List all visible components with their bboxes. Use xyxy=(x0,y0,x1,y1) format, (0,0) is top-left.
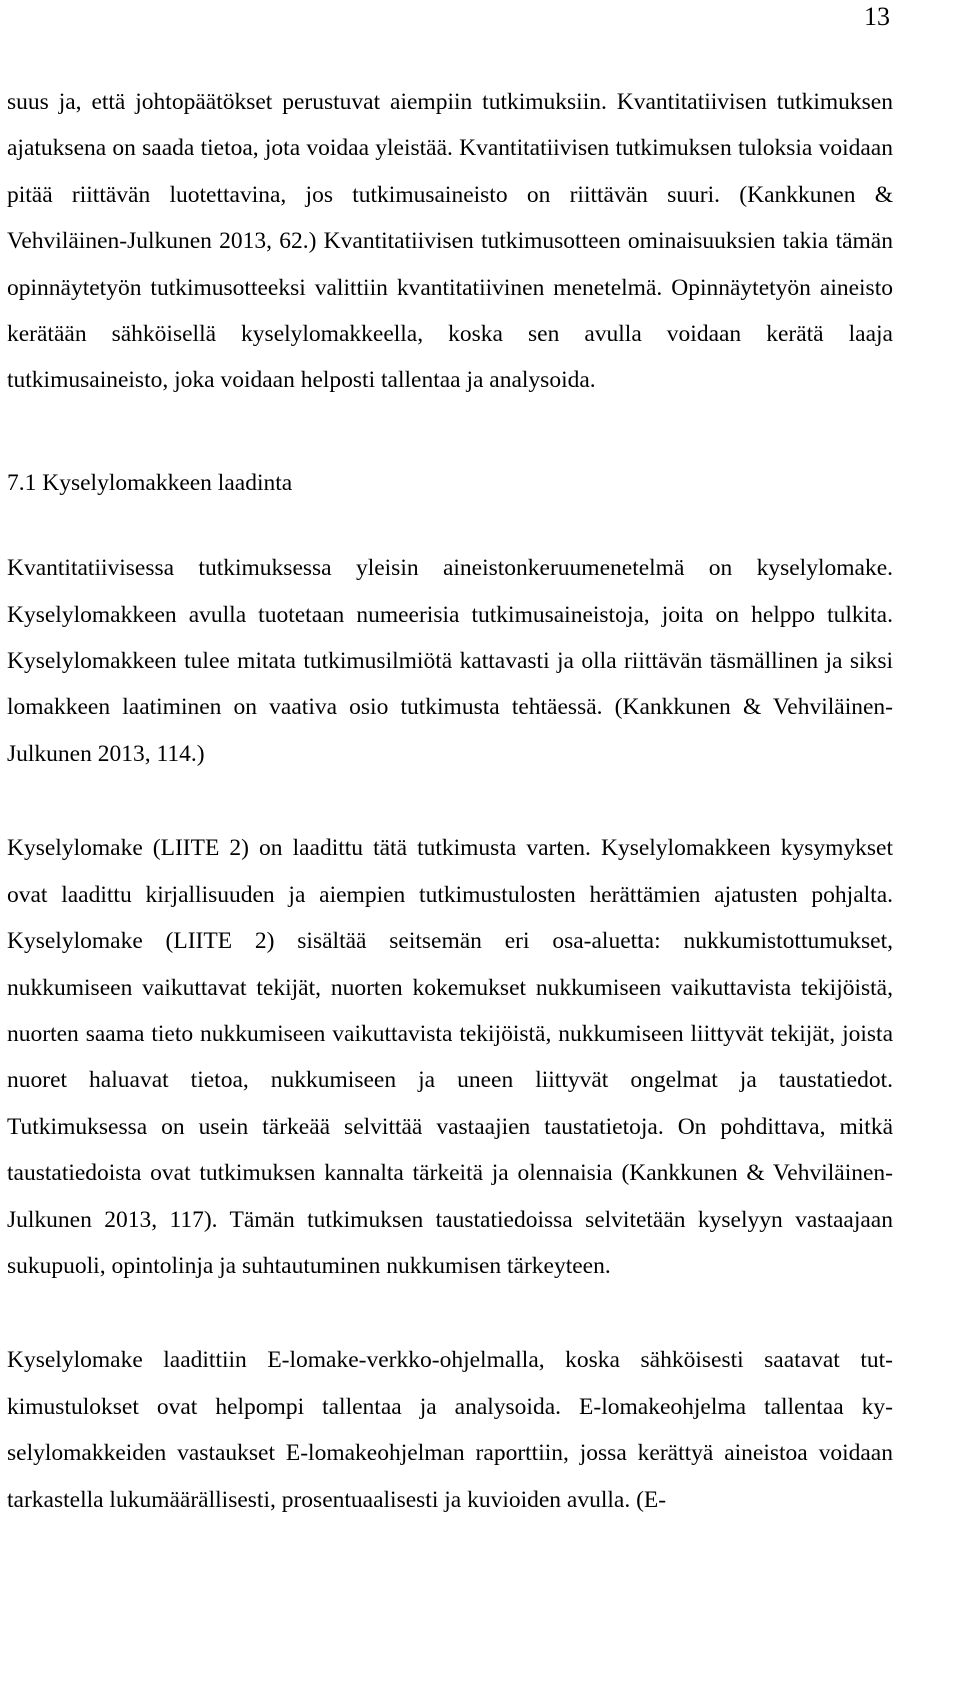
document-body xyxy=(7,79,893,1523)
paragraph-research-method: suus ja, että johtopäätökset perustuvat aiempiin tutkimuksiin. Kvantitatiivisen tutkimuksen ajatuksena on saada tietoa, jota voidaa yleistää. Kvantitatiivisen tutkimuksen tuloksia voidaan pitää riittävän luotettavina, jos tutkimusaineisto on riittävän suuri. (Kankkunen & Vehviläinen-Julkunen 2013, 62.) Kvantitatiivisen tutkimusotteen ominaisuuksien takia tämän opinnäytetyön tutkimusotteeksi valittiin kvantitatiivinen menetelmä. Opinnäytetyön aineisto kerätään sähköisellä kyselylomakkeella, koska sen avulla voidaan kerätä laaja tutkimusaineisto, joka voidaan helposti tallentaa ja analysoida. xyxy=(7,89,893,394)
paragraph-e-form: Kyselylomake laadittiin E-lomake-verkko-ohjelmalla, koska sähköisesti saatavat tutkimustulokset ovat helpompi tallentaa ja analysoida. E-lomakeohjelma tallentaa kyselylomakkeiden vastaukset E-lomakeohjelman raporttiin, jossa kerättyä aineistoa voidaan tarkastella lukumäärällisesti, prosentuaalisesti ja kuvioiden avulla. (E- xyxy=(7,1347,893,1513)
section-heading: 7.1 Kyselylomakkeen laadinta xyxy=(7,469,293,496)
page-number: 13 xyxy=(864,2,890,31)
paragraph-questionnaire-intro: Kvantitatiivisessa tutkimuksessa yleisin aineistonkeruumenetelmä on kyselylomake. Kyselylomakkeen avulla tuotetaan numeerisia tutkimusaineistoja, joita on helppo tulkita. Kyselylomakkeen tulee mitata tutkimusilmiötä kattavasti ja olla riittävän täsmällinen ja siksi lomakkeen laatiminen on vaativa osio tutkimusta tehtäessä. (Kankkunen & Vehviläinen-Julkunen 2013, 114.) xyxy=(7,555,893,767)
paragraph-questionnaire-content: Kyselylomake (LIITE 2) on laadittu tätä tutkimusta varten. Kyselylomakkeen kysymykset ovat laadittu kirjallisuuden ja aiempien tutkimustulosten herättämien ajatusten pohjalta. Kyselylomake (LIITE 2) sisältää seitsemän eri osa-aluetta: nukkumistottumukset, nukkumiseen vaikuttavat tekijät, nuorten kokemukset nukkumiseen vaikuttavista tekijöistä, nuorten saama tieto nukkumiseen vaikuttavista tekijöistä, nukkumiseen liittyvät tekijät, joista nuoret haluavat tietoa, nukkumiseen ja uneen liittyvät ongelmat ja taustatiedot. Tutkimuksessa on usein tärkeää selvittää vastaajien taustatietoja. On pohdittava, mitkä taustatiedoista ovat tutkimuksen kannalta tärkeitä ja olennaisia (Kankkunen & Vehviläinen-Julkunen 2013, 117). Tämän tutkimuksen taustatiedoissa selvitetään kyselyyn vastaajaan sukupuoli, opintolinja ja suhtautuminen nukkumisen tärkeyteen. xyxy=(7,835,893,1279)
